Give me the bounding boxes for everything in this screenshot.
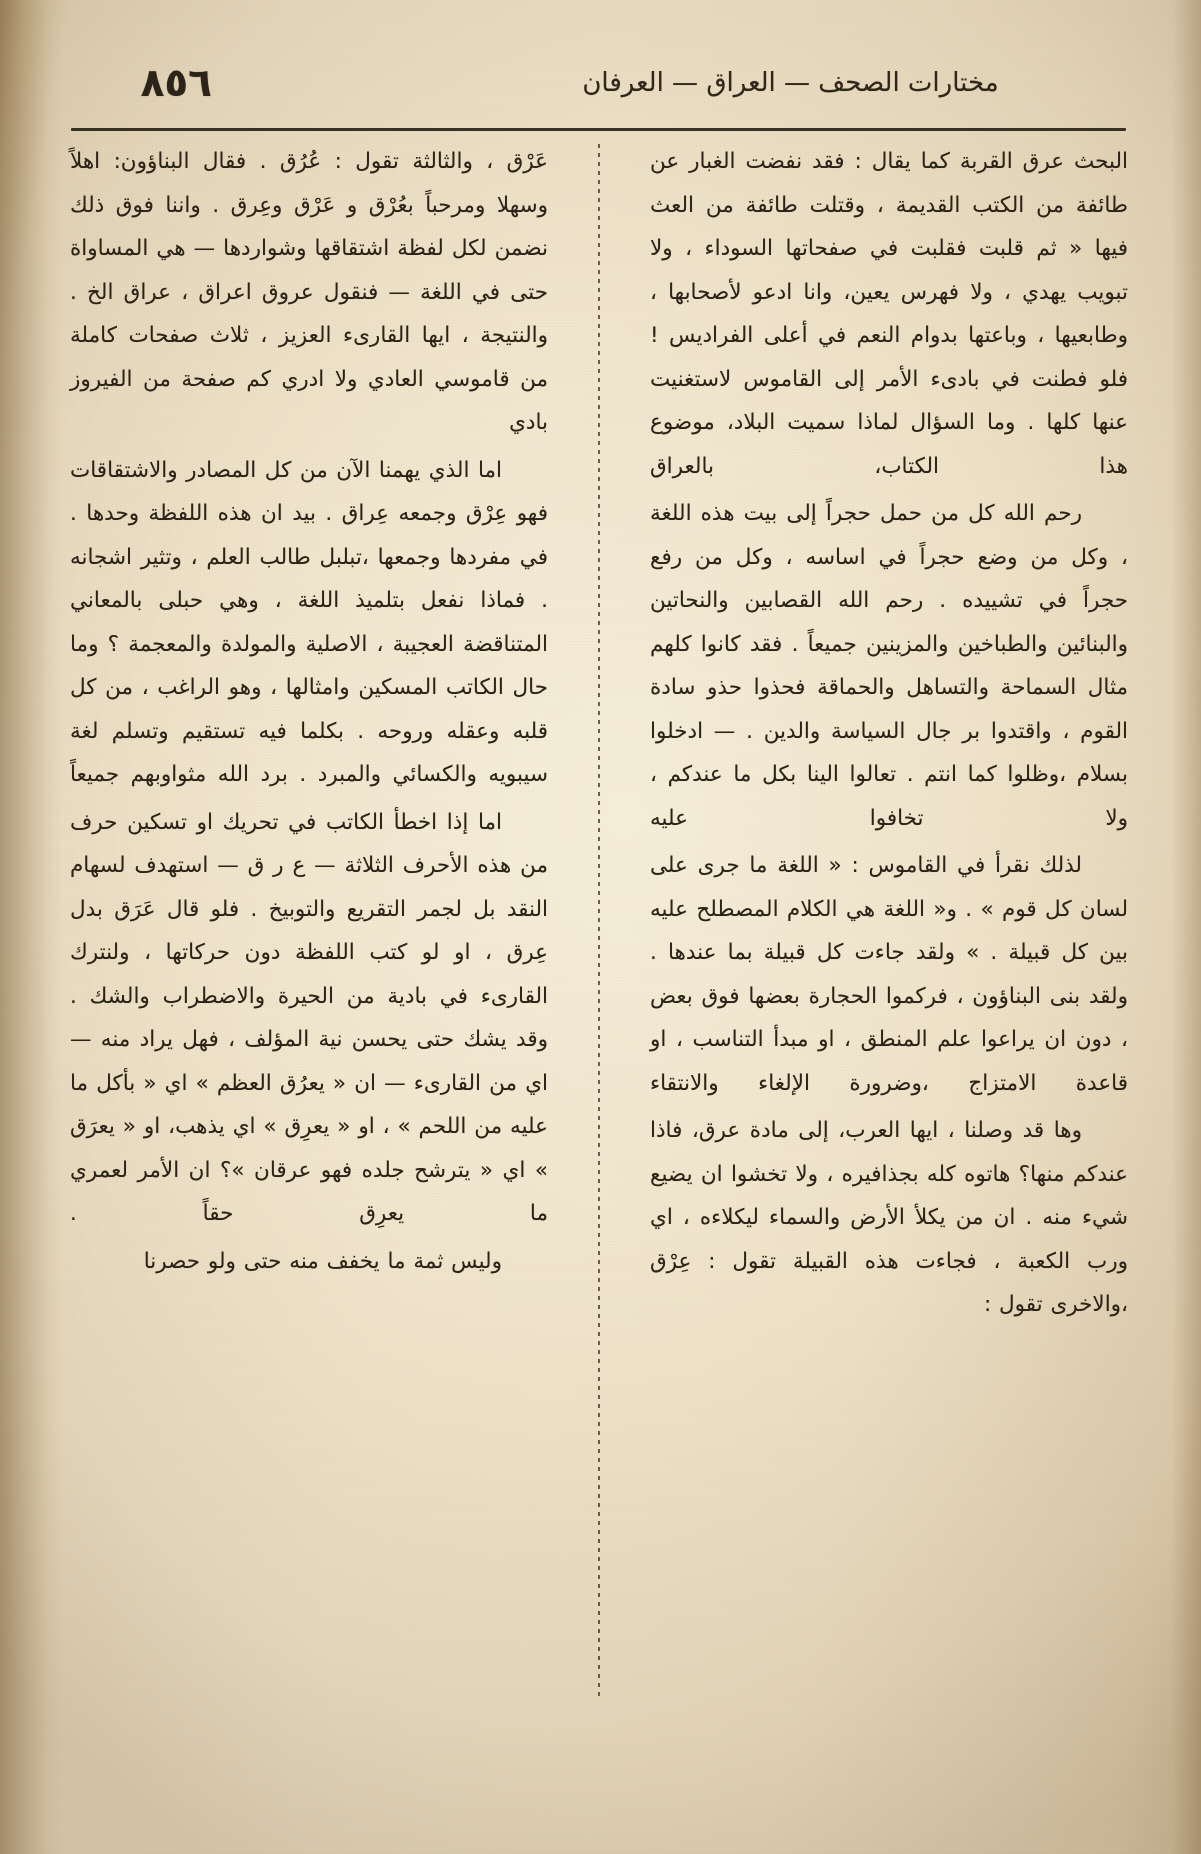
column-right	[632, 140, 1128, 1700]
running-header	[62, 52, 1201, 114]
header-rule	[71, 128, 1126, 131]
binding-gutter-shadow	[0, 0, 62, 1854]
page-number: ٨٥٦	[140, 60, 212, 106]
paragraph: عَرْق ، والثالثة تقول : عُرُق . فقال البناؤون: اهلاً وسهلا ومرحباً بعُرْق و عَرْق وعِرق . واننا فوق ذلك نضمن لكل لفظة اشتقاقها وشواردها — هي المساواة حتى في اللغة — فنقول عروق اعراق ، عراق الخ . والنتيجة ، ايها القارىء العزيز ، ثلاث صفحات كاملة من قاموسي العادي ولا ادري كم صفحة من الفيروز بادي	[70, 149, 548, 435]
page-content-frame	[62, 0, 1201, 1854]
column-divider	[566, 140, 632, 1700]
paragraph: وليس ثمة ما يخفف منه حتى ولو حصرنا	[143, 1248, 502, 1274]
paragraph: البحث عرق القربة كما يقال : فقد نفضت الغبار عن طائفة من الكتب القديمة ، وقتلت طائفة من العث فيها « ثم قلبت فقلبت في صفحاتها السوداء ، ولا تبويب يهدي ، ولا فهرس يعين، وانا ادعو لأصحابها ، وطابعيها ، وباعتها بدوام النعم في أعلى الفراديس ! فلو فطنت في بادىء الأمر إلى القاموس لاستغنيت عنها كلها . وما السؤال لماذا سميت البلاد، موضوع هذا الكتاب، بالعراق	[650, 149, 1128, 479]
paragraph: رحم الله كل من حمل حجراً إلى بيت هذه اللغة ، وكل من وضع حجراً في اساسه ، وكل من رفع حجراً في تشييده . رحم الله القصابين والنحاتين والبنائين والطباخين والمزينين جميعاً . فقد كانوا كلهم مثال السماحة والتساهل والحماقة فحذوا حذو سادة القوم ، واقتدوا بر جال السياسة والدين . — ادخلوا بسلام ،وظلوا كما انتم . تعالوا الينا بكل ما عندكم ، ولا تخافوا عليه	[650, 501, 1128, 831]
paragraph: اما الذي يهمنا الآن من كل المصادر والاشتقاقات فهو عِرْق وجمعه عِراق . بيد ان هذه اللفظة وحدها . في مفردها وجمعها ،تبلبل طالب العلم ، وتثير اشجانه . فماذا نفعل بتلميذ اللغة ، وهي حبلى بالمعاني المتناقضة العجيبة ، الاصلية والمولدة والمعجمة ؟ وما حال الكاتب المسكين وامثالها ، وهو الراغب ، من كل قلبه وعقله وروحه . بكلما فيه تستقيم وتسلم لغة سيبويه والكسائي والمبرد . برد الله مثواوبهم جميعاً	[70, 457, 548, 787]
paragraph: وها قد وصلنا ، ايها العرب، إلى مادة عرق، فاذا عندكم منها؟ هاتوه كله بجذافيره ، ولا تخشوا ان يضيع شيء منه . ان من يكلأ الأرض والسماء ليكلاءه ، اي ورب الكعبة ، فجاءت هذه القبيلة تقول : عِرْق ،والاخرى تقول :	[650, 1118, 1128, 1317]
column-left	[70, 140, 566, 1700]
running-head-title: مختارات الصحف — العراق — العرفان	[582, 68, 999, 98]
paragraph: لذلك نقرأ في القاموس : « اللغة ما جرى على لسان كل قوم » . و« اللغة هي الكلام المصطلح عليه بين كل قبيلة . » ولقد جاءت كل قبيلة بما عندها . ولقد بنى البناؤون ، فركموا الحجارة بعضها فوق بعض ، دون ان يراعوا علم المنطق ، او مبدأ التناسب ، او قاعدة الامتزاج ،وضرورة الإلغاء والانتقاء	[650, 853, 1128, 1096]
paragraph: اما إذا اخطأ الكاتب في تحريك او تسكين حرف من هذه الأحرف الثلاثة — ع ر ق — استهدف لسهام النقد بل لجمر التقريع والتوبيخ . فلو قال عَرَق بدل عِرق ، او لو كتب اللفظة دون حركاتها ، ولنترك القارىء في بادية من الحيرة والاضطراب والشك . وقد يشك حتى يحسن نية المؤلف ، فهل يراد منه — اي من القارىء — ان « يعرُق العظم » اي « بأكل ما عليه من اللحم » ، او « يعرِق » اي يذهب، او « يعرَق » اي « يترشح جلده فهو عرقان »؟ ان الأمر لعمري ما يعرِق حقاً .	[70, 809, 548, 1226]
two-column-body	[70, 140, 1128, 1700]
